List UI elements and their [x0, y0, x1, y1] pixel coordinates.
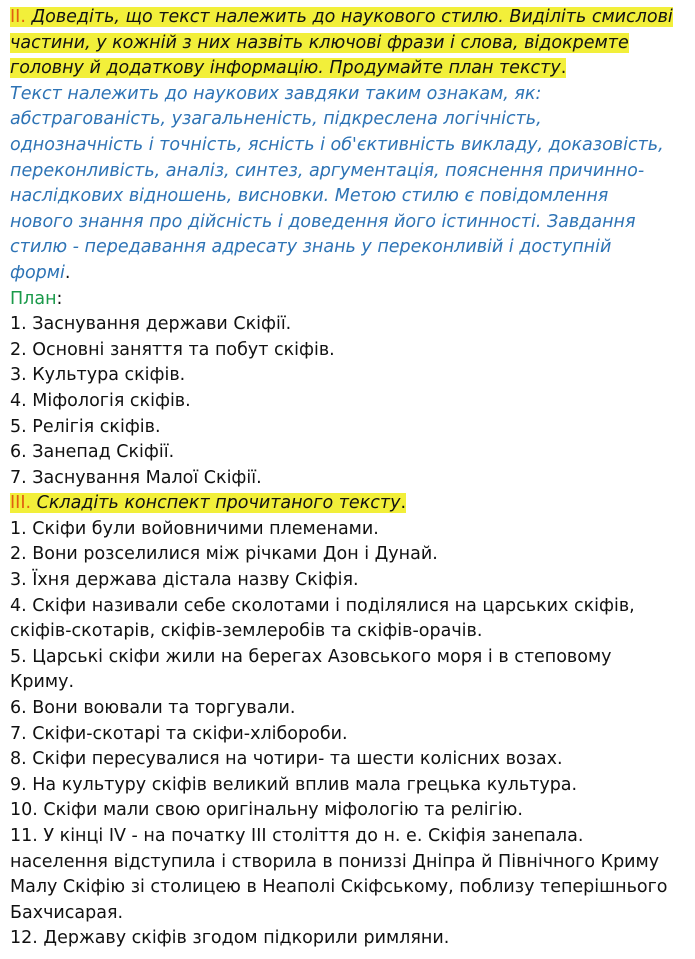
task-3 — [10, 491, 687, 517]
plan-item: 2. Основні заняття та побут скіфів. — [10, 339, 335, 360]
task-2-line-2: частини, у кожній з них назвіть ключові фрази і слова, відокремте — [10, 32, 629, 53]
task-2 — [10, 5, 687, 82]
summary-line: 11. У кінці IV - на початку III століття до н. е. Скіфія занепала. — [10, 826, 584, 846]
plan — [10, 287, 687, 492]
summary-line: 8. Скіфи пересувалися на чотири- та шести колісних возах. — [10, 749, 563, 770]
plan-item: 6. Занепад Скіфії. — [10, 442, 175, 463]
answer-line: наслідкових відношень, висновки. Метою стилю є повідомлення — [10, 186, 609, 207]
summary-line: 2. Вони розселилися між річками Дон і Дунай. — [10, 544, 438, 565]
task-2-text: Доведіть, що текст належить до наукового стилю. Виділіть смислові — [31, 7, 673, 27]
plan-item: 7. Заснування Малої Скіфії. — [10, 467, 262, 488]
summary-line: скіфів-скотарів, скіфів-землеробів та скіфів-орачів. — [10, 621, 483, 642]
summary-line: населення відступила і створила в пониззі Дніпра й Північного Криму — [10, 851, 660, 872]
task-3-number: III. — [10, 493, 32, 514]
summary-line: 1. Скіфи були войовничими племенами. — [10, 518, 379, 539]
answer-line: формі. — [10, 262, 71, 283]
summary-line: Бахчисарая. — [10, 902, 124, 923]
task-2-line-3: головну й додаткову інформацію. Продумайте план тексту. — [10, 58, 567, 79]
summary-line: 6. Вони воювали та торгували. — [10, 698, 296, 719]
summary-line: Малу Скіфію зі столицею в Неаполі Скіфському, поблизу теперішнього — [10, 877, 668, 898]
summary-line: 9. На культуру скіфів великий вплив мала грецька культура. — [10, 774, 578, 795]
summary-line: 12. Державу скіфів згодом підкорили римляни. — [10, 928, 450, 949]
summary-line: 7. Скіфи-скотарі та скіфи-хлібороби. — [10, 723, 348, 744]
task-3-text: Складіть конспект прочитаного тексту — [36, 493, 401, 514]
summary-line: 3. Їхня держава дістала назву Скіфія. — [10, 570, 359, 591]
answer-line: однозначність і точність, ясність і об'єктивність викладу, доказовість, — [10, 134, 664, 155]
task-2-answer — [10, 82, 687, 287]
answer-line: Текст належить до наукових завдяки таким ознакам, як: — [10, 83, 542, 104]
plan-item: 3. Культура скіфів. — [10, 365, 186, 386]
answer-line: переконливість, аналіз, синтез, аргументація, пояснення причинно- — [10, 160, 645, 181]
summary-line: 5. Царські скіфи жили на берегах Азовського моря і в степовому — [10, 646, 612, 667]
task-2-number: II. — [10, 7, 26, 27]
summary-line: 4. Скіфи називали себе сколотами і поділялися на царських скіфів, — [10, 595, 635, 616]
task-3-line: III. Складіть конспект прочитаного тексту. — [10, 493, 407, 514]
task-2-line-1 — [10, 5, 687, 31]
plan-item: 1. Заснування держави Скіфії. — [10, 314, 292, 335]
summary — [10, 517, 687, 952]
summary-line: Криму. — [10, 672, 75, 693]
answer-line: стилю - передавання адресату знань у переконливій і доступній — [10, 237, 612, 258]
plan-item: 5. Релігія скіфів. — [10, 416, 161, 437]
answer-line: абстрагованість, узагальненість, підкреслена логічність, — [10, 109, 542, 130]
answer-line: нового знання про дійсність і доведення його істинності. Завдання — [10, 211, 636, 232]
plan-label: План — [10, 288, 57, 309]
plan-item: 4. Міфологія скіфів. — [10, 390, 191, 411]
summary-line: 10. Скіфи мали свою оригінальну міфологію та релігію. — [10, 800, 523, 821]
plan-heading: План: — [10, 288, 63, 309]
